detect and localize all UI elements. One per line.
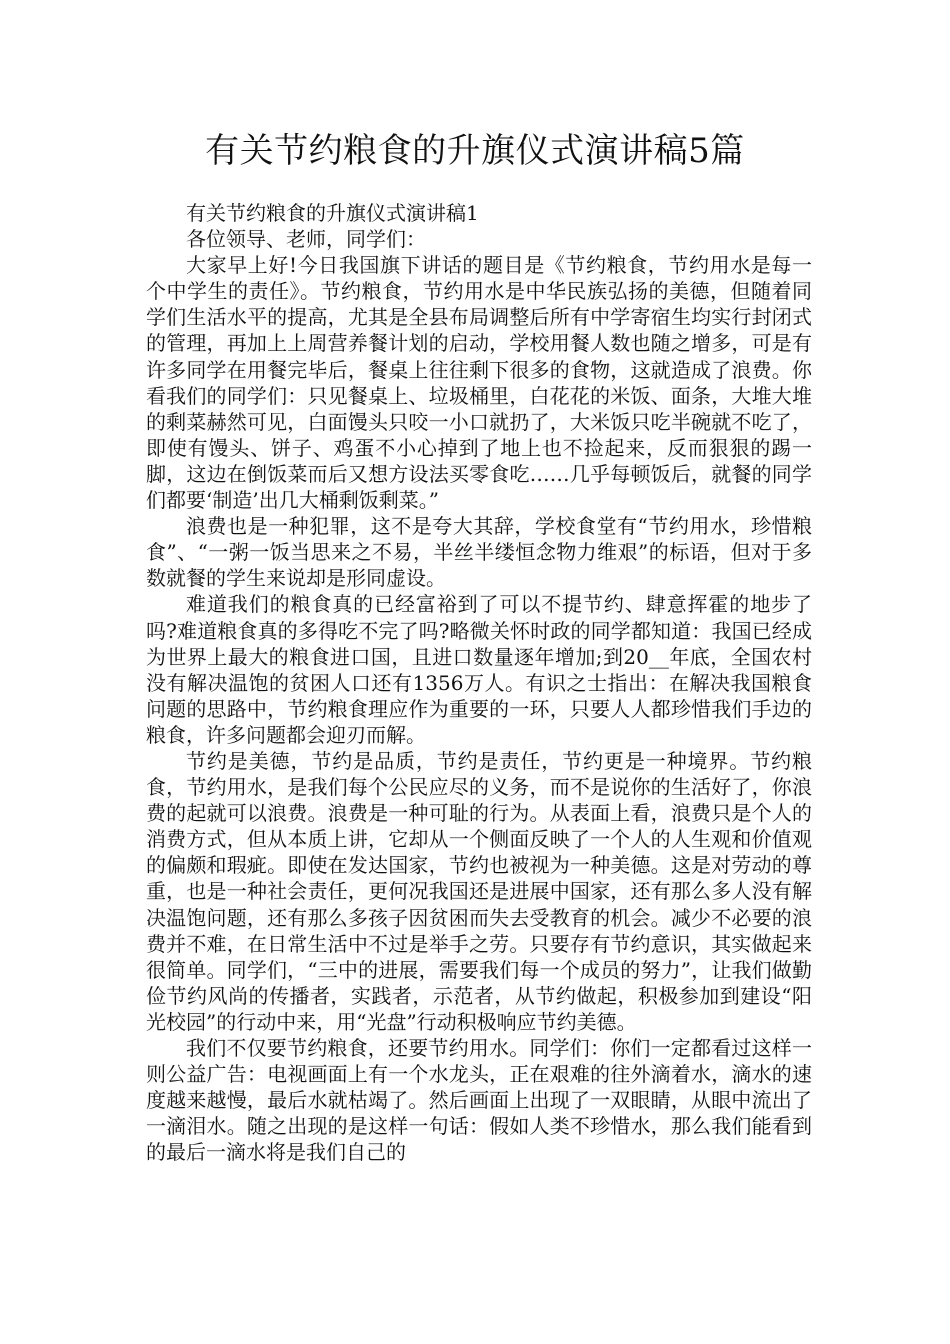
salutation: 各位领导、老师，同学们： bbox=[186, 227, 426, 252]
body-paragraph: 浪费也是一种犯罪，这不是夸大其辞，学校食堂有“节约用水，珍惜粮食”、“一粥一饭当思来之不易，半丝半缕恒念物力维艰”的标语，但对于多数就餐的学生来说却是形同虚设。 bbox=[146, 514, 812, 591]
document-body bbox=[146, 200, 812, 1165]
body-paragraph: 节约是美德，节约是品质，节约是责任，节约更是一种境界。节约粮食，节约用水，是我们每个公民应尽的义务，而不是说你的生活好了，你浪费的起就可以浪费。浪费是一种可耻的行为。从表面上看，浪费只是个人的消费方式，但从本质上讲，它却从一个侧面反映了一个人的人生观和价值观的偏颇和瑕疵。即使在发达国家，节约也被视为一种美德。这是对劳动的尊重，也是一种社会责任，更何况我国还是进展中国家，还有那么多人没有解决温饱问题，还有那么多孩子因贫困而失去受教育的机会。减少不必要的浪费并不难，在日常生活中不过是举手之劳。只要存有节约意识，其实做起来很简单。同学们，“三中的进展，需要我们每一个成员的努力”，让我们做勤俭节约风尚的传播者，实践者，示范者，从节约做起，积极参加到建设“阳光校园”的行动中来，用“光盘”行动积极响应节约美德。 bbox=[146, 748, 812, 1034]
document-title: 有关节约粮食的升旗仪式演讲稿5篇 bbox=[205, 131, 745, 171]
body-paragraph: 难道我们的粮食真的已经富裕到了可以不提节约、肆意挥霍的地步了吗?难道粮食真的多得吃不完了吗?略微关怀时政的同学都知道：我国已经成为世界上最大的粮食进口国，且进口数量逐年增加;到20__年底，全国农村没有解决温饱的贫困人口还有1356万人。有识之士指出：在解决我国粮食问题的思路中，节约粮食理应作为重要的一环，只要人人都珍惜我们手边的粮食，许多问题都会迎刃而解。 bbox=[146, 592, 812, 747]
speech-heading: 有关节约粮食的升旗仪式演讲稿1 bbox=[186, 201, 479, 225]
body-paragraph: 大家早上好!今日我国旗下讲话的题目是《节约粮食，节约用水是每一个中学生的责任》。节约粮食，节约用水是中华民族弘扬的美德，但随着同学们生活水平的提高，尤其是全县布局调整后所有中学寄宿生均实行封闭式的管理，再加上上周营养餐计划的启动，学校用餐人数也随之增多，可是有许多同学在用餐完毕后，餐桌上往往剩下很多的食物，这就造成了浪费。你看我们的同学们：只见餐桌上、垃圾桶里，白花花的米饭、面条，大堆大堆的剩菜赫然可见，白面馒头只咬一小口就扔了，大米饭只吃半碗就不吃了，即使有馒头、饼子、鸡蛋不小心掉到了地上也不捡起来，反而狠狠的踢一脚，这边在倒饭菜而后又想方设法买零食吃……几乎每顿饭后，就餐的同学们都要‘制造’出几大桶剩饭剩菜。” bbox=[146, 253, 812, 513]
body-paragraph: 我们不仅要节约粮食，还要节约用水。同学们：你们一定都看过这样一则公益广告：电视画面上有一个水龙头，正在艰难的往外滴着水，滴水的速度越来越慢，最后水就枯竭了。然后画面上出现了一双眼睛，从眼中流出了一滴泪水。随之出现的是这样一句话：假如人类不珍惜水，那么我们能看到的最后一滴水将是我们自己的 bbox=[146, 1036, 812, 1165]
